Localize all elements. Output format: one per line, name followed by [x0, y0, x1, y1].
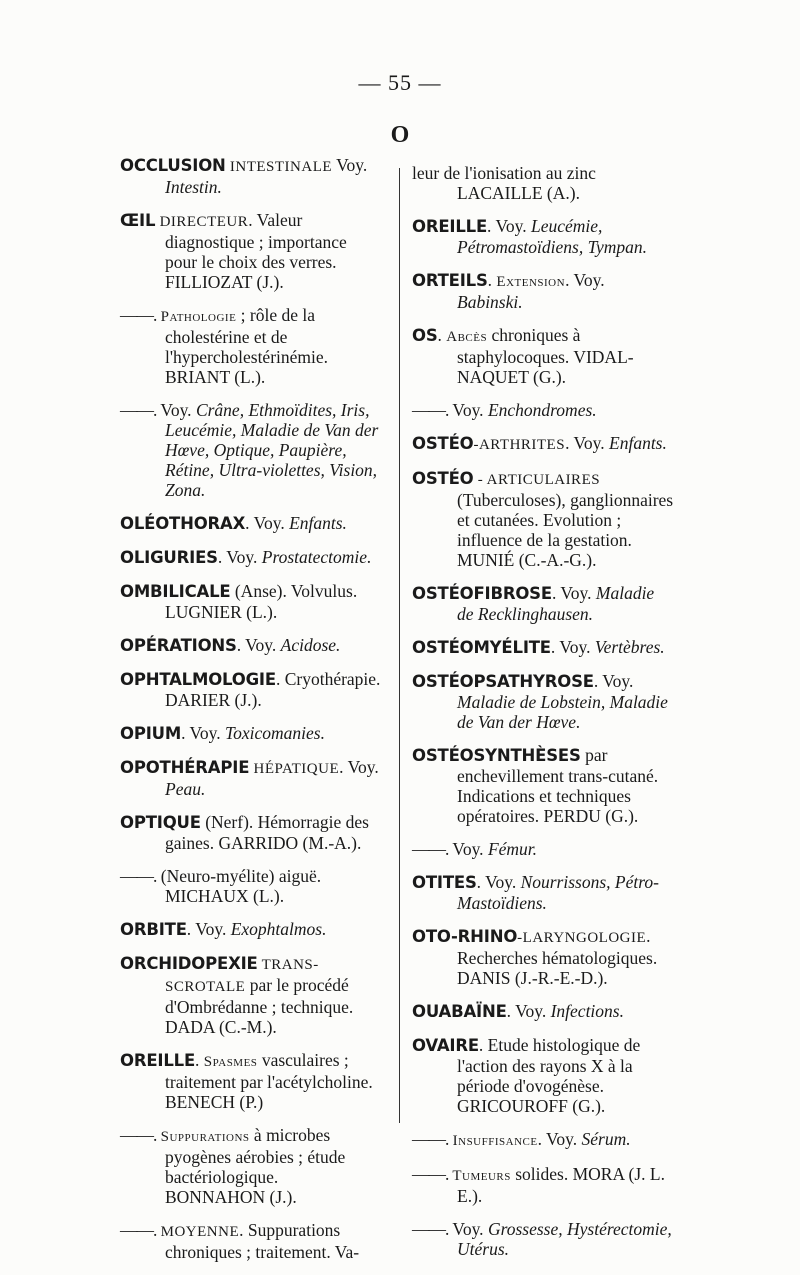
entry-text: solides. MORA (J. L. E.). [457, 1164, 665, 1206]
entry-text: chroniques à staphylocoques. VIDAL-NAQUET (G.). [457, 325, 634, 387]
entry-text: à microbes pyogènes aérobies ; étude bactériologique. BONNAHON (J.). [165, 1125, 346, 1207]
index-entry [120, 210, 382, 292]
entry-dash: ——. [412, 1129, 449, 1149]
entry-text: Voy. [156, 400, 196, 420]
entry-text: . Voy. [550, 637, 595, 657]
entry-text: . Suppurations chroniques ; traitement. Va- [165, 1220, 360, 1262]
entry-text: . [437, 325, 447, 345]
entry-subheading: INTESTINALE [225, 159, 333, 175]
entry-headword: OREILLE [412, 217, 488, 236]
index-entry [120, 513, 382, 534]
page-number: — 55 — [358, 70, 442, 95]
right-column [412, 163, 674, 1272]
index-entry [120, 1050, 382, 1112]
entry-reference: Maladie de Recklinghausen. [457, 583, 655, 624]
entry-dash: ——. [412, 1219, 449, 1239]
entry-headword: OREILLE [120, 1051, 196, 1070]
column-divider [399, 168, 400, 1123]
entry-text: . Etude histologique de l'action des rayons X à la période d'ovogénèse. GRICOUROFF (G.). [457, 1035, 641, 1116]
section-letter: O [390, 122, 410, 148]
index-entry [412, 637, 674, 658]
entry-headword: OLIGURIES [120, 548, 218, 567]
index-entry [120, 919, 382, 940]
entry-reference: Crâne, Ethmoïdites, Iris, Leucémie, Maladie de Van der Hœve, Optique, Paupière, Rétine, Ultra-violettes, Vision, Zona. [165, 400, 379, 500]
entry-reference: Fémur. [487, 839, 538, 859]
index-entry [412, 583, 674, 624]
index-entry [412, 325, 674, 387]
entry-reference: Toxicomanies. [225, 723, 325, 743]
entry-headword: OPOTHÉRAPIE [120, 758, 250, 777]
index-entry [120, 581, 382, 622]
entry-dash: ——. [120, 305, 157, 325]
entry-text: Voy. [448, 400, 488, 420]
entry-reference: Enfants. [609, 433, 667, 453]
entry-text: (Tuberculoses), ganglionnaires et cutanées. Evolution ; influence de la gestation. MUNIÉ (C.-A.-G.). [457, 490, 674, 570]
entry-reference: Intestin. [165, 177, 222, 197]
entry-headword: OCCLUSION [120, 156, 226, 175]
entry-text: . [195, 1050, 204, 1070]
entry-text: (Neuro-myélite) aiguë. MICHAUX (L.). [156, 866, 322, 906]
index-entry [412, 872, 674, 913]
entry-dash: ——. [120, 400, 157, 420]
entry-text: . Voy. [565, 433, 610, 453]
entry-dash: ——. [412, 839, 449, 859]
entry-text: . Voy. [236, 635, 281, 655]
entry-subheading: -ARTHRITES [473, 437, 566, 453]
entry-headword: OPIUM [120, 724, 182, 743]
index-entry [120, 866, 382, 906]
index-entry [412, 1129, 674, 1151]
entry-dash: ——. [412, 1164, 449, 1184]
index-entry [120, 812, 382, 853]
index-entry [412, 926, 674, 988]
entry-headword: OSTÉOPSATHYROSE [412, 672, 594, 691]
entry-subheading: Extension [496, 274, 566, 290]
entry-subheading: HÉPATIQUE [249, 761, 340, 777]
entry-dash: ——. [120, 1125, 157, 1145]
entry-headword: ŒIL [120, 211, 156, 230]
entry-subheading: -LARYNGOLOGIE [517, 930, 647, 946]
entry-text: Voy. [448, 1219, 488, 1239]
entry-reference: Exophtalmos. [230, 919, 327, 939]
entry-text: . Voy. [551, 583, 596, 603]
entry-text: ; rôle de la cholestérine et de l'hypercholestérinémie. BRIANT (L.). [165, 305, 329, 387]
entry-reference: Maladie de Lobstein, Maladie de Van der Hœve. [457, 692, 668, 732]
entry-dash: ——. [412, 400, 449, 420]
entry-text: . Voy. [217, 547, 262, 567]
index-entry [120, 635, 382, 656]
entry-reference: Enchondromes. [487, 400, 597, 420]
index-entry [412, 400, 674, 420]
entry-headword: OPÉRATIONS [120, 636, 237, 655]
entry-text: . Voy. [506, 1001, 551, 1021]
entry-subheading: Tumeurs [448, 1168, 511, 1184]
entry-reference: Vertèbres. [594, 637, 665, 657]
index-entry [120, 155, 382, 197]
entry-headword: ORBITE [120, 920, 187, 939]
entry-text: (Nerf). Hémorragie des gaines. GARRIDO (M.-A.). [165, 812, 369, 853]
entry-headword: OSTÉO [412, 469, 474, 488]
entry-subheading: TRANS-SCROTALE [165, 957, 319, 995]
entry-reference: Peau. [165, 779, 206, 799]
entry-text: . Recherches hématologiques. DANIS (J.-R.-E.-D.). [457, 926, 658, 988]
entry-text: . Voy. [593, 671, 634, 691]
entry-headword: OSTÉOFIBROSE [412, 584, 552, 603]
entry-headword: OTITES [412, 873, 477, 892]
index-entry [120, 669, 382, 710]
entry-text: . Voy. [476, 872, 521, 892]
entry-headword: OTO-RHINO [412, 927, 518, 946]
entry-subheading: MOYENNE [156, 1224, 240, 1240]
index-entry [120, 400, 382, 500]
entry-text: Voy. [448, 839, 488, 859]
index-entry [412, 433, 674, 455]
entry-subheading: - ARTICULAIRES [473, 472, 601, 488]
index-entry [120, 305, 382, 387]
index-entry [412, 1001, 674, 1022]
entry-headword: ORCHIDOPEXIE [120, 954, 258, 973]
entry-headword: OLÉOTHORAX [120, 514, 246, 533]
entry-reference: Sérum. [581, 1129, 631, 1149]
index-entry [120, 723, 382, 744]
entry-subheading: Pathologie [156, 309, 237, 325]
entry-reference: Infections. [550, 1001, 624, 1021]
left-column [120, 155, 382, 1275]
entry-subheading: DIRECTEUR [155, 214, 249, 230]
entry-text: par enchevillement trans-cutané. Indications et techniques opératoires. PERDU (G.). [457, 745, 659, 826]
entry-dash: ——. [120, 866, 157, 886]
index-entry [412, 1219, 674, 1259]
index-entry [412, 1035, 674, 1116]
entry-text: . Voy. [565, 270, 605, 290]
entry-text: vasculaires ; traitement par l'acétylcholine. BENECH (P.) [165, 1050, 373, 1112]
entry-text: . Voy. [487, 216, 531, 236]
entry-reference: Babinski. [457, 292, 523, 312]
index-entry [120, 953, 382, 1037]
entry-subheading: Abcès [446, 329, 488, 345]
index-entry [412, 163, 674, 203]
index-entry [412, 745, 674, 826]
entry-headword: OSTÉOMYÉLITE [412, 638, 551, 657]
index-entry [120, 547, 382, 568]
entry-text: par le procédé d'Ombrédanne ; technique. DADA (C.-M.). [165, 975, 354, 1037]
entry-reference: Leucémie, Pétromastoïdiens, Tympan. [457, 216, 648, 257]
entry-continuation: leur de l'ionisation au zinc LACAILLE (A.). [412, 163, 596, 203]
entry-reference: Enfants. [289, 513, 347, 533]
entry-text: . Voy. [537, 1129, 582, 1149]
entry-headword: OSTÉOSYNTHÈSES [412, 746, 581, 765]
entry-headword: ORTEILS [412, 271, 488, 290]
entry-text: . [487, 270, 497, 290]
entry-headword: OPHTALMOLOGIE [120, 670, 276, 689]
index-entry [412, 270, 674, 312]
index-entry [412, 839, 674, 859]
entry-subheading: Suppurations [156, 1129, 250, 1145]
entry-reference: Acidose. [280, 635, 341, 655]
entry-subheading: Spasmes [203, 1054, 258, 1070]
entry-headword: OS [412, 326, 438, 345]
index-entry [120, 1125, 382, 1207]
entry-headword: OMBILICALE [120, 582, 231, 601]
entry-headword: OPTIQUE [120, 813, 201, 832]
entry-text: . Voy. [245, 513, 290, 533]
entry-reference: Prostatectomie. [261, 547, 372, 567]
index-entry [412, 216, 674, 257]
entry-reference: Nourrissons, Pétro-Mastoïdiens. [457, 872, 659, 913]
entry-headword: OVAIRE [412, 1036, 479, 1055]
entry-text: Voy. [332, 155, 368, 175]
entry-text: . Valeur diagnostique ; importance pour le choix des verres. FILLIOZAT (J.). [165, 210, 347, 292]
entry-subheading: Insuffisance [448, 1133, 538, 1149]
entry-text: . Voy. [181, 723, 226, 743]
index-entry [412, 468, 674, 570]
index-entry [120, 757, 382, 799]
index-entry [120, 1220, 382, 1262]
entry-headword: OUABAÏNE [412, 1002, 507, 1021]
entry-text: . Voy. [186, 919, 231, 939]
entry-dash: ——. [120, 1220, 157, 1240]
entry-headword: OSTÉO [412, 434, 474, 453]
entry-text: (Anse). Volvulus. LUGNIER (L.). [165, 581, 358, 622]
entry-text: . Voy. [339, 757, 379, 777]
entry-text: . Cryothérapie. DARIER (J.). [165, 669, 381, 710]
entry-reference: Grossesse, Hystérectomie, Utérus. [457, 1219, 672, 1259]
index-entry [412, 671, 674, 732]
